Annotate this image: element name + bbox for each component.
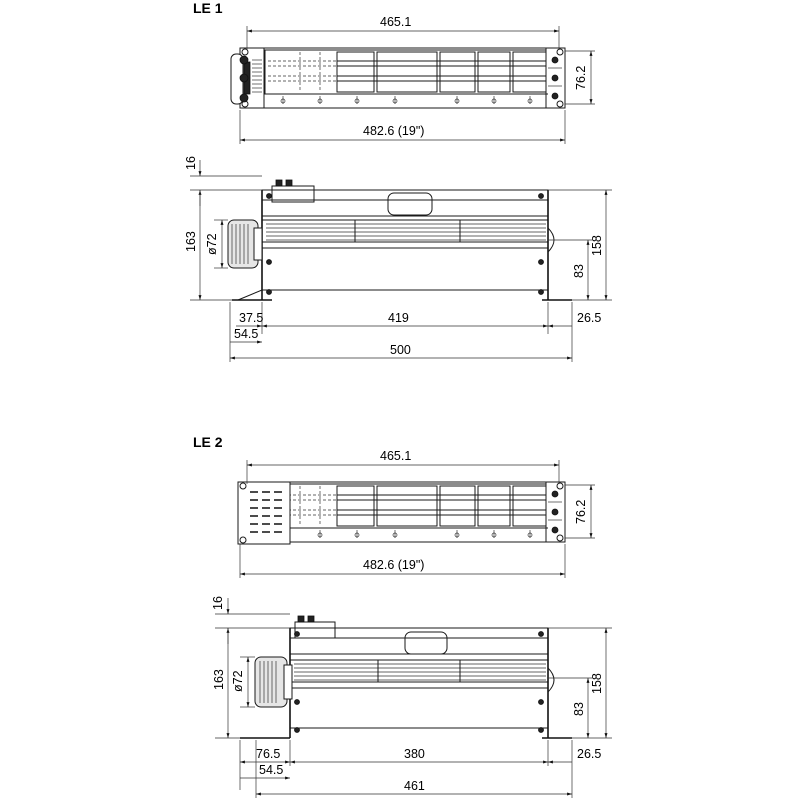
le1-front-view xyxy=(231,15,595,144)
le1-section xyxy=(184,0,612,362)
le1-side-length-mid: 419 xyxy=(388,311,409,325)
le1-side-overall-height: 163 xyxy=(184,231,198,252)
le2-side-left-offset: 76.5 xyxy=(256,747,281,761)
le1-side-total-length: 500 xyxy=(390,343,411,357)
le1-front-width-inner: 465.1 xyxy=(380,15,412,29)
le1-side-view xyxy=(184,156,612,362)
le2-front-width-outer: 482.6 (19") xyxy=(363,558,425,572)
le2-front-view xyxy=(238,449,595,578)
le1-side-top-offset: 16 xyxy=(184,156,198,170)
le1-side-motor-diameter: ø72 xyxy=(205,233,219,255)
le1-side-left-offset: 37.5 xyxy=(239,311,264,325)
le2-side-overall-height: 163 xyxy=(212,669,226,690)
le2-side-height-right: 158 xyxy=(590,673,604,694)
le2-side-right-offset: 26.5 xyxy=(577,747,602,761)
le2-front-width-inner: 465.1 xyxy=(380,449,412,463)
le1-front-width-outer: 482.6 (19") xyxy=(363,124,425,138)
le2-side-top-offset: 16 xyxy=(211,596,225,610)
le2-side-view xyxy=(211,596,612,798)
le2-side-total-length: 461 xyxy=(404,779,425,793)
le1-side-height-right: 158 xyxy=(590,235,604,256)
le1-title: LE 1 xyxy=(193,0,223,16)
le2-title: LE 2 xyxy=(193,434,223,450)
le2-front-height: 76.2 xyxy=(574,499,588,524)
le2-side-motor-diameter: ø72 xyxy=(231,670,245,692)
le1-side-right-offset: 26.5 xyxy=(577,311,602,325)
le2-side-motor-offset: 54.5 xyxy=(259,763,284,777)
le1-side-motor-offset: 54.5 xyxy=(234,327,259,341)
le2-section xyxy=(193,434,612,798)
le1-front-height: 76.2 xyxy=(574,65,588,90)
le2-side-mount-height: 83 xyxy=(572,702,586,716)
le1-side-mount-height: 83 xyxy=(572,264,586,278)
le2-side-length-mid: 380 xyxy=(404,747,425,761)
